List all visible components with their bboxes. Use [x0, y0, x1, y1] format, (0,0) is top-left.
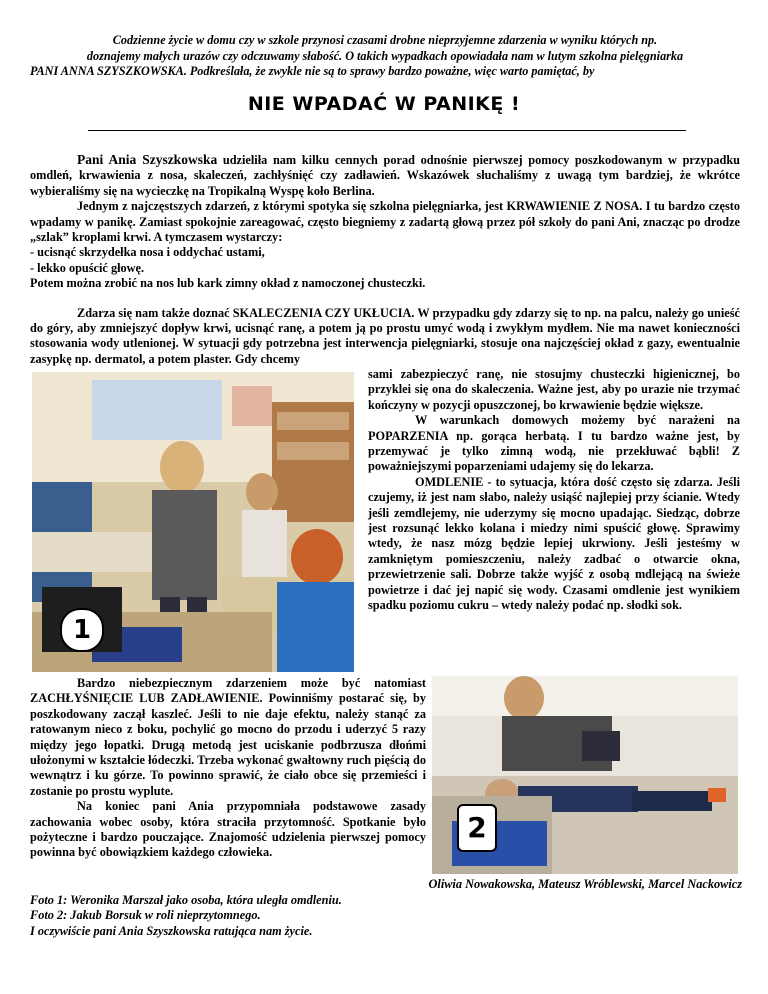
paragraph-1-lead: Pani Ania Szyszkowska	[77, 152, 218, 167]
caption-line: Foto 2: Jakub Borsuk w roli nieprzytomnego.	[30, 908, 261, 923]
intro-line-2: doznajemy małych urazów czy odczuwamy słabość. O takich wypadkach opowiadała nam w lutym szkolna pielęgniarka	[86, 48, 684, 63]
authors: Oliwia Nowakowska, Mateusz Wróblewski, Marcel Nackowicz	[428, 877, 742, 891]
caption-line: Foto 1: Weronika Marszał jako osoba, która uległa omdleniu.	[30, 893, 342, 907]
intro-line-3: PANI ANNA SZYSZKOWSKA. Podkreślała, że zwykle nie są to sprawy bardzo poważne, więc warto pamiętać, by	[30, 64, 595, 78]
left-column-text	[30, 676, 426, 861]
captions	[30, 893, 530, 939]
caption-line: I oczywiście pani Ania Szyszkowska ratująca nam życie.	[30, 923, 313, 938]
article-title: NIE WPADAĆ W PANIKĘ !	[247, 93, 521, 115]
paragraph-5: OMDLENIE - to sytuacja, która dość często się zdarza. Jeśli czujemy, iż jest nam słabo, należy usiąść najlepiej przy ścianie. Wtedy jeśli zemdlejemy, nie uderzymy się mocno upadając. Siedząc, dobrze jest rozsunąć lekko kolana i miedzy nimi spuścić głowę. Sprawimy wtedy, że nasz mózg będzie lepiej ukrwiony. Jeśli jesteśmy w zamkniętym pomieszczeniu, należy zadbać o otwarcie okna, przewietrzenie sali. Dobrze także wyjść z osobą mdlejącą na świeże powietrze i dać jej napić się wody. Czasami omdlenie jest wynikiem spadku poziomu cukru – wtedy należy podać np. słodki sok.	[368, 474, 740, 613]
paragraph-4: W warunkach domowych możemy być narażeni na POPARZENIA np. gorąca herbatą. I tu bardzo ważne jest, by przemywać je tylko zimną wodą, nie przekłuwać bąbli! Z poważniejszymi poparzeniami udajemy się do lekarza.	[368, 413, 740, 474]
paragraph-3: Zdarza się nam także doznać SKALECZENIA CZY UKŁUCIA. W przypadku gdy zdarzy się to np. na palcu, należy go unieść do góry, aby zmniejszyć dopływ krwi, ucisnąć ranę, a potem ją po prostu umyć wodą i zwykłym mydłem. Nie ma nawet konieczności stosowania wody utlenionej. W sytuacji gdy potrzebna jest interwencja pielęgniarki, stosuje ona najczęściej okład z gazy, ewentualnie zasypkę np. dermatol, a potem plaster. Gdy chcemy	[30, 305, 740, 366]
photo-2-number-badge: 2	[457, 804, 497, 852]
right-column-text	[368, 367, 740, 614]
paragraph-1-rest: udzieliła nam kilku cennych porad odnośnie pierwszej pomocy poszkodowanym w przypadku omdleń, krwawienia z nosa, skaleczeń, zachłyśnięć czy zadławień. Wskazówek słuchaliśmy z uwagą tym bardziej, że wkrótce wybieraliśmy się na wycieczkę na Tropikalną Wyspę koło Berlina.	[30, 153, 740, 198]
list-item: Potem można zrobić na nos lub kark zimny okład z namoczonej chusteczki.	[30, 276, 426, 291]
intro-text	[30, 33, 740, 80]
list-item: - lekko opuścić głowę.	[30, 260, 145, 275]
photo-2	[432, 676, 738, 874]
paragraph-3-continued: sami zabezpieczyć ranę, nie stosujmy chusteczki higienicznej, bo przyklei się ona do skaleczenia. Ważne jest, aby po urazie nie trzymać kończyny w pozycji opuszczonej, bo krwawienie będzie większe.	[368, 367, 740, 412]
paragraph-7: Na koniec pani Ania przypomniała podstawowe zasady zachowania wobec osoby, która straciła przytomność. Spotkanie było pożyteczne i bardzo pouczające. Znajomość udzielenia pierwszej pomocy powinna być obowiązkiem każdego człowieka.	[30, 799, 426, 860]
paragraph-2: Jednym z najczęstszych zdarzeń, z którymi spotyka się szkolna pielęgniarka, jest KRWAWIENIE Z NOSA. I tu bardzo często wpadamy w panikę. Zamiast spokojnie zareagować, często biegniemy z zadartą głową przez pół szkoły do pani Ani, znacząc po drodze „szlak” kroplami krwi. A tymczasem wystarczy:	[30, 199, 740, 245]
list-item: - ucisnąć skrzydełka nosa i oddychać ustami,	[30, 245, 265, 260]
top-text	[30, 152, 740, 367]
photo-1	[32, 372, 354, 672]
photo-1-number-badge: 1	[60, 608, 104, 652]
intro-line-1: Codzienne życie w domu czy w szkole przynosi czasami drobne nieprzyjemne zdarzenia w wyniku których np.	[112, 33, 658, 47]
paragraph-1	[30, 152, 740, 199]
paragraph-6: Bardzo niebezpiecznym zdarzeniem może być natomiast ZACHŁYŚNIĘCIE LUB ZADŁAWIENIE. Powinniśmy postarać się, by poszkodowany zaczął kaszleć. Jeśli to nie daje efektu, należy stanąć za ratowanym nieco z boku, pochylić go mocno do przodu i uderzyć 5 razy między jego łopatki. Drugą metodą jest uciskanie podbrzusza dłońmi ułożonymi w kształcie łódeczki. Trzeba wykonać gwałtowny ruch pięścią do wewnątrz i ku górze. To powinno sprawić, że ciało obce się przemieści i zostanie po prostu wyplute.	[30, 676, 426, 798]
title-divider	[88, 130, 686, 131]
